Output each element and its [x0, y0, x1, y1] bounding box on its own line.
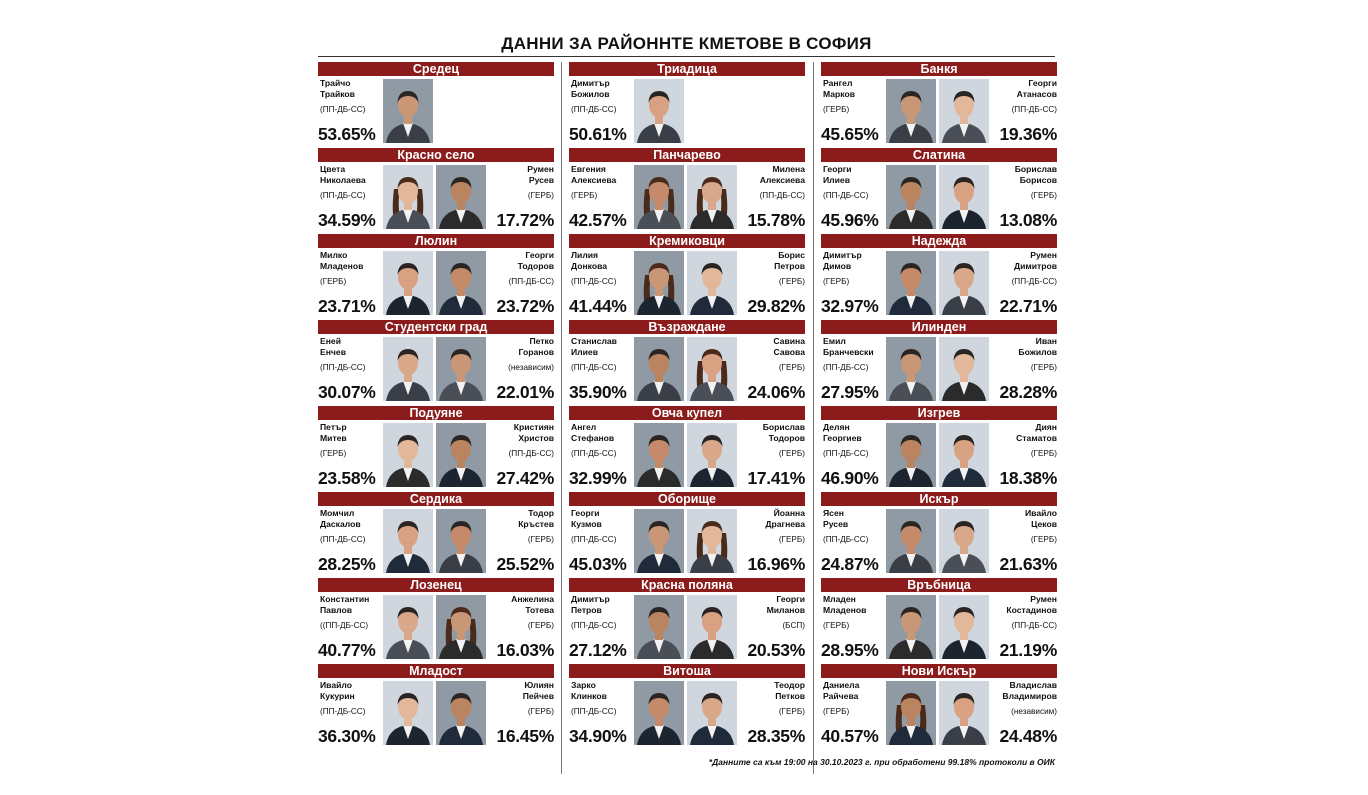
district-name: Студентски град	[318, 320, 554, 334]
candidate-1-photo	[634, 509, 684, 573]
candidate-1-photo	[634, 165, 684, 229]
district-name: Надежда	[821, 234, 1057, 248]
district-block	[821, 62, 1057, 148]
district-block	[318, 320, 554, 406]
candidate-1-party: (ГЕРБ)	[823, 707, 850, 716]
candidate-2-photo	[436, 681, 486, 745]
district-block	[569, 234, 805, 320]
candidate-1-name: Еней Енчев	[320, 336, 346, 357]
candidate-1-party: (ПП-ДБ-СС)	[571, 621, 617, 630]
candidate-1-party: (ПП-ДБ-СС)	[320, 535, 366, 544]
district-name: Нови Искър	[821, 664, 1057, 678]
candidate-1-party: (ГЕРБ)	[823, 277, 850, 286]
candidate-1-percent: 27.95%	[821, 382, 879, 402]
candidate-1-photo	[886, 79, 936, 143]
district-block	[318, 406, 554, 492]
district-block	[318, 492, 554, 578]
candidate-1-percent: 23.71%	[318, 296, 376, 316]
candidate-2-party: (ГЕРБ)	[527, 191, 554, 200]
candidate-1-name: Петър Митев	[320, 422, 347, 443]
candidate-2-photo	[436, 509, 486, 573]
candidate-1-photo	[383, 423, 433, 487]
candidate-1-party: (ГЕРБ)	[320, 277, 347, 286]
candidate-2-party: (ГЕРБ)	[778, 363, 805, 372]
candidate-2-percent: 28.35%	[747, 726, 805, 746]
candidate-2-party: (ГЕРБ)	[778, 707, 805, 716]
candidate-2-name: Борислав Тодоров	[762, 422, 805, 443]
candidate-1-photo	[886, 423, 936, 487]
candidate-1-name: Делян Георгиев	[823, 422, 862, 443]
candidate-1-party: (ПП-ДБ-СС)	[571, 449, 617, 458]
candidate-1-party: (ПП-ДБ-СС)	[823, 535, 869, 544]
candidate-1-photo	[886, 165, 936, 229]
candidate-2-percent: 23.72%	[496, 296, 554, 316]
district-block	[569, 664, 805, 750]
district-name: Овча купел	[569, 406, 805, 420]
candidate-1-percent: 28.95%	[821, 640, 879, 660]
candidate-1-party: (ПП-ДБ-СС)	[823, 363, 869, 372]
candidate-1-percent: 32.97%	[821, 296, 879, 316]
candidate-1-party: (ГЕРБ)	[320, 449, 347, 458]
candidate-2-photo	[687, 423, 737, 487]
candidate-1-photo	[886, 251, 936, 315]
candidate-1-name: Рангел Марков	[823, 78, 856, 99]
candidate-1-photo	[383, 681, 433, 745]
candidate-2-photo	[939, 165, 989, 229]
district-name: Подуяне	[318, 406, 554, 420]
candidate-2-party: (ГЕРБ)	[527, 707, 554, 716]
candidate-2-percent: 13.08%	[999, 210, 1057, 230]
candidate-2-name: Георги Атанасов	[1016, 78, 1057, 99]
candidate-1-percent: 40.57%	[821, 726, 879, 746]
candidate-1-percent: 45.03%	[569, 554, 627, 574]
candidate-1-percent: 35.90%	[569, 382, 627, 402]
candidate-1-photo	[886, 509, 936, 573]
candidate-1-name: Милко Младенов	[320, 250, 364, 271]
candidate-2-name: Владислав Владимиров	[1002, 680, 1057, 701]
candidate-2-photo	[939, 595, 989, 659]
candidate-1-percent: 40.77%	[318, 640, 376, 660]
candidate-2-name: Кристиян Христов	[513, 422, 554, 443]
candidate-1-photo	[886, 681, 936, 745]
candidate-2-name: Ивайло Цеков	[1024, 508, 1057, 529]
district-block	[569, 320, 805, 406]
column-1	[318, 62, 554, 750]
candidate-1-party: (ПП-ДБ-СС)	[320, 707, 366, 716]
district-block	[318, 234, 554, 320]
candidate-1-percent: 45.96%	[821, 210, 879, 230]
candidate-1-party: (ПП-ДБ-СС)	[571, 277, 617, 286]
candidate-1-percent: 23.58%	[318, 468, 376, 488]
district-name: Оборище	[569, 492, 805, 506]
candidate-2-percent: 27.42%	[496, 468, 554, 488]
candidate-1-party: (ГЕРБ)	[823, 105, 850, 114]
candidate-2-percent: 17.41%	[747, 468, 805, 488]
candidate-1-name: Емил Бранчевски	[823, 336, 874, 357]
candidate-1-percent: 45.65%	[821, 124, 879, 144]
candidate-1-photo	[634, 251, 684, 315]
candidate-2-percent: 21.19%	[999, 640, 1057, 660]
candidate-2-party: (независим)	[508, 363, 554, 372]
district-name: Изгрев	[821, 406, 1057, 420]
column-divider	[813, 62, 814, 774]
candidate-1-percent: 34.59%	[318, 210, 376, 230]
district-name: Кремиковци	[569, 234, 805, 248]
candidate-2-party: (ГЕРБ)	[1030, 191, 1057, 200]
candidate-2-percent: 17.72%	[496, 210, 554, 230]
candidate-1-name: Зарко Клинков	[571, 680, 607, 701]
candidate-2-party: (ГЕРБ)	[778, 535, 805, 544]
candidate-1-party: (ПП-ДБ-СС)	[823, 449, 869, 458]
candidate-1-name: Димитър Димов	[823, 250, 862, 271]
candidate-1-percent: 28.25%	[318, 554, 376, 574]
candidate-1-party: (ПП-ДБ-СС)	[571, 535, 617, 544]
candidate-2-photo	[687, 595, 737, 659]
district-block	[569, 62, 805, 148]
candidate-1-party: (ПП-ДБ-СС)	[571, 105, 617, 114]
district-block	[821, 492, 1057, 578]
candidate-2-percent: 21.63%	[999, 554, 1057, 574]
candidate-2-name: Юлиян Пейчев	[522, 680, 554, 701]
candidate-2-party: (ПП-ДБ-СС)	[1011, 105, 1057, 114]
candidate-2-photo	[687, 251, 737, 315]
candidate-1-photo	[634, 423, 684, 487]
candidate-1-party: (ПП-ДБ-СС)	[320, 105, 366, 114]
district-name: Красна поляна	[569, 578, 805, 592]
candidate-1-party: (ГЕРБ)	[571, 191, 598, 200]
candidate-1-photo	[886, 595, 936, 659]
candidate-2-percent: 20.53%	[747, 640, 805, 660]
footnote: *Данните са към 19:00 на 30.10.2023 г. при обработени 99.18% протоколи в ОИК	[708, 757, 1055, 767]
candidate-1-percent: 42.57%	[569, 210, 627, 230]
candidate-1-percent: 32.99%	[569, 468, 627, 488]
candidate-2-percent: 22.71%	[999, 296, 1057, 316]
district-block	[569, 148, 805, 234]
district-name: Люлин	[318, 234, 554, 248]
candidate-2-photo	[939, 423, 989, 487]
candidate-1-photo	[383, 509, 433, 573]
district-name: Лозенец	[318, 578, 554, 592]
candidate-2-percent: 29.82%	[747, 296, 805, 316]
district-block	[821, 320, 1057, 406]
candidate-2-name: Милена Алексиева	[759, 164, 805, 185]
candidate-2-name: Диян Стаматов	[1016, 422, 1057, 443]
candidate-1-party: (ПП-ДБ-СС)	[571, 363, 617, 372]
candidate-2-photo	[939, 337, 989, 401]
candidate-1-percent: 27.12%	[569, 640, 627, 660]
candidate-1-photo	[886, 337, 936, 401]
candidate-1-name: Момчил Даскалов	[320, 508, 361, 529]
district-name: Младост	[318, 664, 554, 678]
candidate-2-photo	[939, 251, 989, 315]
candidate-2-party: (ПП-ДБ-СС)	[1011, 277, 1057, 286]
candidate-2-name: Теодор Петков	[774, 680, 805, 701]
candidate-2-photo	[436, 595, 486, 659]
candidate-2-name: Иван Божилов	[1018, 336, 1057, 357]
district-name: Искър	[821, 492, 1057, 506]
district-name: Илинден	[821, 320, 1057, 334]
district-block	[821, 234, 1057, 320]
candidate-2-name: Румен Димитров	[1013, 250, 1057, 271]
district-name: Слатина	[821, 148, 1057, 162]
candidate-1-name: Евгения Алексиева	[571, 164, 617, 185]
candidate-1-name: Ивайло Кукурин	[320, 680, 355, 701]
candidate-1-percent: 46.90%	[821, 468, 879, 488]
candidate-2-percent: 16.45%	[496, 726, 554, 746]
candidate-2-percent: 28.28%	[999, 382, 1057, 402]
candidate-2-photo	[939, 681, 989, 745]
district-name: Банкя	[821, 62, 1057, 76]
candidate-2-percent: 15.78%	[747, 210, 805, 230]
candidate-2-photo	[436, 337, 486, 401]
candidate-2-photo	[939, 509, 989, 573]
candidate-2-name: Анжелина Тотева	[511, 594, 554, 615]
candidate-1-percent: 50.61%	[569, 124, 627, 144]
candidate-2-party: (ГЕРБ)	[527, 621, 554, 630]
district-block	[821, 148, 1057, 234]
candidate-2-photo	[436, 251, 486, 315]
column-2	[569, 62, 805, 750]
candidate-2-name: Борис Петров	[774, 250, 805, 271]
district-block	[318, 578, 554, 664]
candidate-2-percent: 18.38%	[999, 468, 1057, 488]
candidate-1-percent: 24.87%	[821, 554, 879, 574]
candidate-1-name: Младен Младенов	[823, 594, 867, 615]
candidate-1-photo	[634, 595, 684, 659]
district-name: Красно село	[318, 148, 554, 162]
candidate-2-name: Георги Тодоров	[517, 250, 554, 271]
district-name: Витоша	[569, 664, 805, 678]
candidate-2-party: (ГЕРБ)	[778, 449, 805, 458]
candidate-1-party: (ПП-ДБ-СС)	[823, 191, 869, 200]
candidate-2-name: Румен Русев	[527, 164, 554, 185]
candidate-1-photo	[383, 79, 433, 143]
district-block	[569, 492, 805, 578]
candidate-2-photo	[436, 165, 486, 229]
title-divider	[318, 56, 1055, 57]
candidate-1-name: Цвета Николаева	[320, 164, 366, 185]
district-block	[821, 406, 1057, 492]
candidate-1-name: Станислав Илиев	[571, 336, 617, 357]
candidate-2-name: Петко Горанов	[518, 336, 554, 357]
candidate-2-name: Румен Костадинов	[1006, 594, 1057, 615]
candidate-1-name: Ясен Русев	[823, 508, 849, 529]
candidate-2-name: Йоанна Драгнева	[765, 508, 805, 529]
candidate-2-name: Борислав Борисов	[1014, 164, 1057, 185]
column-3	[821, 62, 1057, 750]
candidate-2-party: (ГЕРБ)	[1030, 535, 1057, 544]
candidate-2-party: (БСП)	[782, 621, 805, 630]
candidate-2-percent: 24.06%	[747, 382, 805, 402]
district-block	[821, 578, 1057, 664]
candidate-1-photo	[383, 165, 433, 229]
district-block	[318, 664, 554, 750]
candidate-1-name: Георги Кузмов	[571, 508, 602, 529]
candidate-1-percent: 36.30%	[318, 726, 376, 746]
candidate-2-photo	[939, 79, 989, 143]
district-block	[569, 406, 805, 492]
district-name: Възраждане	[569, 320, 805, 334]
candidate-2-party: (ГЕРБ)	[1030, 449, 1057, 458]
candidate-2-party: (ГЕРБ)	[527, 535, 554, 544]
district-name: Сердика	[318, 492, 554, 506]
district-name: Средец	[318, 62, 554, 76]
candidate-1-percent: 34.90%	[569, 726, 627, 746]
candidate-1-party: (ГЕРБ)	[823, 621, 850, 630]
candidate-2-party: (ПП-ДБ-СС)	[508, 449, 554, 458]
candidate-1-percent: 53.65%	[318, 124, 376, 144]
candidate-2-name: Тодор Кръстев	[518, 508, 554, 529]
candidate-1-percent: 41.44%	[569, 296, 627, 316]
candidate-1-name: Димитър Божилов	[571, 78, 610, 99]
candidate-2-party: (ПП-ДБ-СС)	[1011, 621, 1057, 630]
candidate-1-photo	[383, 251, 433, 315]
district-block	[318, 148, 554, 234]
candidate-1-photo	[634, 79, 684, 143]
candidate-2-photo	[687, 165, 737, 229]
candidate-2-percent: 25.52%	[496, 554, 554, 574]
candidate-2-percent: 19.36%	[999, 124, 1057, 144]
candidate-2-percent: 24.48%	[999, 726, 1057, 746]
infographic	[318, 32, 1055, 772]
candidate-2-name: Савина Савова	[773, 336, 805, 357]
candidate-1-photo	[383, 595, 433, 659]
candidate-1-photo	[634, 681, 684, 745]
candidate-2-percent: 16.96%	[747, 554, 805, 574]
district-block	[821, 664, 1057, 750]
district-block	[318, 62, 554, 148]
candidate-2-percent: 22.01%	[496, 382, 554, 402]
candidate-2-party: (независим)	[1011, 707, 1057, 716]
page-title: ДАННИ ЗА РАЙОННТЕ КМЕТОВЕ В СОФИЯ	[501, 34, 872, 53]
candidate-1-name: Константин Павлов	[320, 594, 370, 615]
candidate-2-party: (ГЕРБ)	[778, 277, 805, 286]
candidate-1-name: Георги Илиев	[823, 164, 852, 185]
candidate-2-photo	[687, 681, 737, 745]
candidate-2-photo	[436, 423, 486, 487]
candidate-1-name: Ангел Стефанов	[571, 422, 615, 443]
candidate-1-party: (ПП-ДБ-СС)	[320, 191, 366, 200]
candidate-1-name: Трайчо Трайков	[320, 78, 355, 99]
candidate-2-party: (ПП-ДБ-СС)	[759, 191, 805, 200]
candidate-2-percent: 16.03%	[496, 640, 554, 660]
column-divider	[561, 62, 562, 774]
candidate-2-photo	[687, 509, 737, 573]
candidate-2-party: (ГЕРБ)	[1030, 363, 1057, 372]
district-name: Връбница	[821, 578, 1057, 592]
candidate-1-name: Даниела Райчева	[823, 680, 860, 701]
candidate-2-photo	[687, 337, 737, 401]
candidate-1-party: (ПП-ДБ-СС)	[571, 707, 617, 716]
candidate-2-party: (ПП-ДБ-СС)	[508, 277, 554, 286]
candidate-1-photo	[634, 337, 684, 401]
candidate-1-name: Лилия Донкова	[571, 250, 608, 271]
district-name: Триадица	[569, 62, 805, 76]
candidate-1-photo	[383, 337, 433, 401]
candidate-1-party: ((ПП-ДБ-СС)	[320, 621, 369, 630]
candidate-2-name: Георги Миланов	[766, 594, 805, 615]
district-name: Панчарево	[569, 148, 805, 162]
candidate-1-name: Димитър Петров	[571, 594, 610, 615]
district-block	[569, 578, 805, 664]
candidate-1-party: (ПП-ДБ-СС)	[320, 363, 366, 372]
candidate-1-percent: 30.07%	[318, 382, 376, 402]
